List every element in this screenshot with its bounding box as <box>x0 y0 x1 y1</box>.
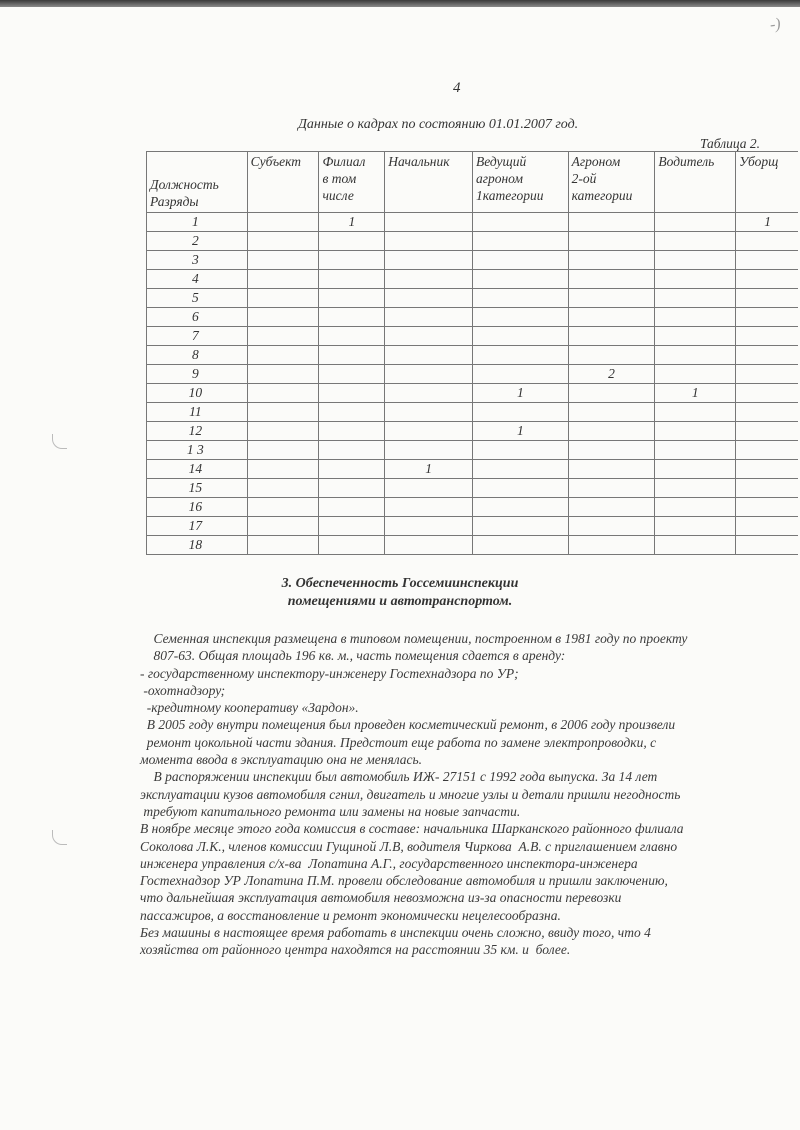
table-cell <box>472 517 568 536</box>
table-cell <box>655 289 736 308</box>
table-cell <box>385 213 473 232</box>
table-cell <box>319 308 385 327</box>
section-title-line-1: 3. Обеспеченность Госсемиинспекции <box>281 576 519 591</box>
table-cell <box>736 327 800 346</box>
table-cell <box>319 460 385 479</box>
rank-cell: 2 <box>147 232 248 251</box>
table-cell <box>385 517 473 536</box>
table-cell <box>568 270 655 289</box>
table-cell <box>568 384 655 403</box>
table-cell: 1 <box>736 213 800 232</box>
table-cell <box>247 460 319 479</box>
table-cell <box>319 498 385 517</box>
table-cell <box>247 384 319 403</box>
table-cell <box>655 365 736 384</box>
table-cell <box>736 384 800 403</box>
table-cell <box>472 346 568 365</box>
rank-cell: 3 <box>147 251 248 270</box>
table-row <box>147 384 800 403</box>
margin-punch-mark <box>52 830 67 845</box>
table-cell <box>385 536 473 555</box>
table-cell <box>655 460 736 479</box>
table-cell <box>736 251 800 270</box>
rank-cell: 10 <box>147 384 248 403</box>
table-cell <box>655 346 736 365</box>
table-cell <box>568 289 655 308</box>
table-cell <box>385 384 473 403</box>
table-header-cell: Ведущий агроном 1категории <box>472 152 568 213</box>
text-line: хозяйства от районного центра находятся на расстоянии 35 км. и более. <box>140 942 571 958</box>
table-cell <box>568 251 655 270</box>
table-cell <box>385 251 473 270</box>
rank-cell: 16 <box>147 498 248 517</box>
table-cell <box>655 517 736 536</box>
text-line: 807-63. Общая площадь 196 кв. м., часть помещения сдается в аренду: <box>140 648 566 664</box>
text-line: момента ввода в эксплуатацию она не менялась. <box>140 752 423 768</box>
table-cell <box>247 403 319 422</box>
table-cell <box>655 536 736 555</box>
table-cell <box>319 441 385 460</box>
table-row <box>147 422 800 441</box>
rank-cell: 7 <box>147 327 248 346</box>
table-cell <box>568 460 655 479</box>
table-cell <box>655 308 736 327</box>
table-cell <box>319 536 385 555</box>
table-cell <box>472 308 568 327</box>
table-cell <box>319 403 385 422</box>
table-cell <box>319 479 385 498</box>
rank-cell: 6 <box>147 308 248 327</box>
table-cell <box>247 213 319 232</box>
table-cell <box>247 479 319 498</box>
text-line: -кредитному кооперативу «Зардон». <box>140 700 359 716</box>
rank-cell: 5 <box>147 289 248 308</box>
rank-cell: 8 <box>147 346 248 365</box>
table-cell <box>319 365 385 384</box>
table-cell <box>472 536 568 555</box>
section-title <box>0 575 800 611</box>
rank-cell: 11 <box>147 403 248 422</box>
table-row <box>147 308 800 327</box>
table-cell <box>568 536 655 555</box>
table-cell <box>385 232 473 251</box>
table-row <box>147 365 800 384</box>
text-line: инженера управления с/х-ва Лопатина А.Г., государственного инспектора-инженера <box>140 855 638 871</box>
table-cell <box>472 327 568 346</box>
table-cell <box>472 232 568 251</box>
table-cell <box>655 270 736 289</box>
table-cell <box>655 441 736 460</box>
table-cell <box>736 365 800 384</box>
table-cell <box>655 403 736 422</box>
table-cell <box>568 327 655 346</box>
rank-cell: 17 <box>147 517 248 536</box>
table-cell <box>736 270 800 289</box>
table-header-row <box>147 152 800 213</box>
rank-cell: 15 <box>147 479 248 498</box>
table-row <box>147 251 800 270</box>
table-header-cell: Начальник <box>385 152 473 213</box>
table-row <box>147 213 800 232</box>
table-cell <box>319 327 385 346</box>
table-cell <box>736 441 800 460</box>
table-cell <box>472 441 568 460</box>
table-row <box>147 403 800 422</box>
table-header-cell: Должность Разряды <box>147 152 248 213</box>
text-line: Гостехнадзор УР Лопатина П.М. провели обследование автомобиля и пришли заключению, <box>140 873 668 889</box>
table-cell <box>655 498 736 517</box>
text-line: что дальнейшая эксплуатация автомобиля невозможна из-за опасности перевозки <box>140 890 622 906</box>
text-line: В распоряжении инспекции был автомобиль ИЖ- 27151 с 1992 года выпуска. За 14 лет <box>140 769 658 785</box>
table-cell <box>319 384 385 403</box>
table-cell <box>472 403 568 422</box>
table-row <box>147 232 800 251</box>
table-cell <box>568 517 655 536</box>
table-cell <box>568 232 655 251</box>
text-line: Соколова Л.К., членов комиссии Гущиной Л.В, водителя Чиркова А.В. с приглашением главно <box>140 838 678 854</box>
table-row <box>147 441 800 460</box>
table-cell <box>655 327 736 346</box>
table-cell <box>385 441 473 460</box>
table-row <box>147 270 800 289</box>
table-cell <box>472 251 568 270</box>
table-cell <box>472 460 568 479</box>
table-cell <box>385 270 473 289</box>
table-cell: 1 <box>385 460 473 479</box>
table-row <box>147 517 800 536</box>
table-cell <box>247 327 319 346</box>
table-cell <box>247 365 319 384</box>
table-cell <box>385 289 473 308</box>
table-cell <box>247 517 319 536</box>
table-cell <box>736 289 800 308</box>
table-header-cell: Водитель <box>655 152 736 213</box>
rank-cell: 9 <box>147 365 248 384</box>
table-cell <box>247 498 319 517</box>
rank-cell: 4 <box>147 270 248 289</box>
table-cell <box>319 251 385 270</box>
scan-top-edge <box>0 0 800 7</box>
table-cell <box>568 213 655 232</box>
text-line: -охотнадзору; <box>140 682 226 698</box>
table-cell <box>736 517 800 536</box>
table-cell <box>385 403 473 422</box>
table-cell <box>568 403 655 422</box>
table-cell <box>736 422 800 441</box>
table-header-cell: Агроном 2-ой категории <box>568 152 655 213</box>
table-cell <box>736 403 800 422</box>
table-cell: 1 <box>655 384 736 403</box>
table-cell <box>736 536 800 555</box>
table-cell <box>319 232 385 251</box>
table-cell <box>385 346 473 365</box>
table-cell <box>385 422 473 441</box>
table-cell <box>247 346 319 365</box>
table-cell <box>319 346 385 365</box>
table-cell <box>247 422 319 441</box>
staff-table <box>146 151 800 555</box>
text-line: Семенная инспекция размещена в типовом помещении, построенном в 1981 году по проекту <box>140 631 688 646</box>
table-cell <box>472 365 568 384</box>
table-cell <box>247 536 319 555</box>
table-cell <box>568 346 655 365</box>
table-cell <box>655 479 736 498</box>
table-header-cell: Субъект <box>247 152 319 213</box>
table-cell <box>247 308 319 327</box>
rank-cell: 1 <box>147 213 248 232</box>
table-cell <box>319 270 385 289</box>
table-cell <box>472 479 568 498</box>
table-cell <box>247 441 319 460</box>
margin-punch-mark <box>52 434 67 449</box>
table-cell <box>247 270 319 289</box>
table-cell <box>247 232 319 251</box>
table-cell <box>568 498 655 517</box>
text-line: пассажиров, а восстановление и ремонт экономически нецелесообразна. <box>140 907 561 923</box>
table-cell <box>385 498 473 517</box>
rank-cell: 12 <box>147 422 248 441</box>
table-cell <box>736 460 800 479</box>
table-header-cell: Филиал в том числе <box>319 152 385 213</box>
table-cell: 1 <box>472 384 568 403</box>
table-row <box>147 327 800 346</box>
table-cell <box>655 213 736 232</box>
table-cell <box>736 498 800 517</box>
table-cell <box>319 517 385 536</box>
table-cell <box>655 251 736 270</box>
table-cell <box>568 479 655 498</box>
text-line: эксплуатации кузов автомобиля сгнил, двигатель и многие узлы и детали пришли негодность <box>140 786 681 802</box>
table-cell <box>472 289 568 308</box>
table-row <box>147 498 800 517</box>
table-cell <box>568 422 655 441</box>
text-line: - государственному инспектору-инженеру Гостехнадзора по УР; <box>140 665 519 681</box>
table-cell <box>385 479 473 498</box>
table-cell: 1 <box>319 213 385 232</box>
table-cell <box>319 289 385 308</box>
table-cell <box>736 479 800 498</box>
section-body <box>140 630 800 959</box>
table-cell <box>655 232 736 251</box>
table-cell <box>736 346 800 365</box>
table-row <box>147 460 800 479</box>
table-cell <box>736 308 800 327</box>
table-cell: 2 <box>568 365 655 384</box>
table-cell <box>472 498 568 517</box>
table-cell <box>319 422 385 441</box>
text-line: требуют капитального ремонта или замены на новые запчасти. <box>140 803 521 819</box>
table-cell <box>247 289 319 308</box>
text-line: Без машины в настоящее время работать в инспекции очень сложно, ввиду того, что 4 <box>140 925 651 941</box>
table-row <box>147 289 800 308</box>
page-number: 4 <box>453 80 461 96</box>
table-cell <box>568 308 655 327</box>
corner-handwritten-mark: -) <box>768 15 782 34</box>
table-row <box>147 536 800 555</box>
table-row <box>147 346 800 365</box>
text-line: В ноябре месяце этого года комиссия в составе: начальника Шарканского районного филиала <box>140 821 684 837</box>
table-cell <box>385 308 473 327</box>
rank-cell: 1 3 <box>147 441 248 460</box>
table-cell <box>568 441 655 460</box>
text-line: ремонт цокольной части здания. Предстоит еще работа по замене электропроводки, с <box>140 734 657 750</box>
table-cell <box>385 365 473 384</box>
text-line: В 2005 году внутри помещения был проведен косметический ремонт, в 2006 году произвели <box>140 717 676 733</box>
table-cell <box>472 270 568 289</box>
rank-cell: 18 <box>147 536 248 555</box>
table-cell <box>736 232 800 251</box>
table-caption: Данные о кадрах по состоянию 01.01.2007 год. <box>298 117 579 132</box>
rank-cell: 14 <box>147 460 248 479</box>
table-cell <box>472 213 568 232</box>
table-cell <box>385 327 473 346</box>
table-body <box>147 213 800 555</box>
table-cell: 1 <box>472 422 568 441</box>
table-cell <box>655 422 736 441</box>
table-cell <box>247 251 319 270</box>
section-title-line-2: помещениями и автотранспортом. <box>287 594 513 609</box>
table-label: Таблица 2. <box>700 136 761 151</box>
table-row <box>147 479 800 498</box>
table-header-cell: Уборщ <box>736 152 800 213</box>
